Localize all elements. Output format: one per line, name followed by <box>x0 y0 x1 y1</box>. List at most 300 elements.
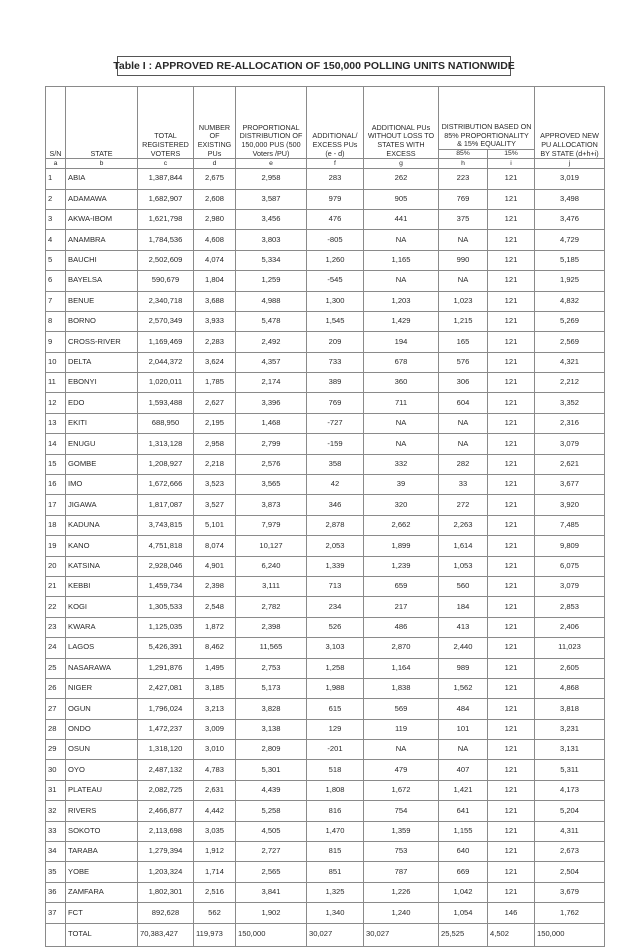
cell-existing-pus: 3,185 <box>194 678 236 698</box>
cell-existing-pus: 1,912 <box>194 842 236 862</box>
cell-85: 306 <box>439 373 488 393</box>
cell-additional-excess: 1,545 <box>307 311 364 331</box>
cell-voters: 1,291,876 <box>138 658 194 678</box>
cell-additional-excess: 713 <box>307 576 364 596</box>
cell-15: 121 <box>488 719 535 739</box>
cell-state: ENUGU <box>66 434 138 454</box>
cell-approved: 6,075 <box>535 556 605 576</box>
cell-voters: 2,082,725 <box>138 780 194 800</box>
cell-approved: 3,231 <box>535 719 605 739</box>
total-label: TOTAL <box>66 923 138 946</box>
cell-proportional: 3,803 <box>236 230 307 250</box>
cell-existing-pus: 4,783 <box>194 760 236 780</box>
cell-state: EKITI <box>66 413 138 433</box>
cell-approved: 3,818 <box>535 699 605 719</box>
table-header <box>46 87 605 169</box>
cell-sn: 30 <box>46 760 66 780</box>
cell-proportional: 2,958 <box>236 169 307 189</box>
cell-85: 33 <box>439 475 488 495</box>
cell-additional-excess: 209 <box>307 332 364 352</box>
cell-existing-pus: 2,218 <box>194 454 236 474</box>
letter-b: b <box>66 159 138 169</box>
cell-85: 2,440 <box>439 638 488 658</box>
cell-state: KANO <box>66 536 138 556</box>
cell-proportional: 2,727 <box>236 842 307 862</box>
cell-approved: 4,321 <box>535 352 605 372</box>
cell-voters: 2,570,349 <box>138 311 194 331</box>
cell-15: 121 <box>488 434 535 454</box>
cell-85: 413 <box>439 617 488 637</box>
cell-additional-excess: 518 <box>307 760 364 780</box>
cell-approved: 5,269 <box>535 311 605 331</box>
cell-voters: 1,802,301 <box>138 882 194 902</box>
cell-85: 1,215 <box>439 311 488 331</box>
cell-approved: 5,311 <box>535 760 605 780</box>
total-pus: 119,973 <box>194 923 236 946</box>
cell-sn: 31 <box>46 780 66 800</box>
table-row <box>46 495 605 515</box>
cell-existing-pus: 1,872 <box>194 617 236 637</box>
table-row <box>46 373 605 393</box>
letter-a: a <box>46 159 66 169</box>
cell-15: 121 <box>488 393 535 413</box>
cell-sn: 11 <box>46 373 66 393</box>
cell-approved: 2,569 <box>535 332 605 352</box>
cell-sn: 27 <box>46 699 66 719</box>
cell-proportional: 11,565 <box>236 638 307 658</box>
cell-state: AKWA-IBOM <box>66 209 138 229</box>
cell-voters: 1,593,488 <box>138 393 194 413</box>
cell-proportional: 2,174 <box>236 373 307 393</box>
cell-sn: 32 <box>46 801 66 821</box>
cell-voters: 1,279,394 <box>138 842 194 862</box>
cell-sn: 8 <box>46 311 66 331</box>
cell-proportional: 3,111 <box>236 576 307 596</box>
cell-voters: 5,426,391 <box>138 638 194 658</box>
cell-existing-pus: 4,442 <box>194 801 236 821</box>
cell-approved: 3,677 <box>535 475 605 495</box>
table-row <box>46 658 605 678</box>
cell-proportional: 7,979 <box>236 515 307 535</box>
cell-sn: 14 <box>46 434 66 454</box>
cell-85: 484 <box>439 699 488 719</box>
cell-voters: 1,817,087 <box>138 495 194 515</box>
table-row <box>46 597 605 617</box>
cell-proportional: 2,782 <box>236 597 307 617</box>
cell-sn: 29 <box>46 740 66 760</box>
cell-state: ABIA <box>66 169 138 189</box>
cell-85: 989 <box>439 658 488 678</box>
cell-approved: 4,832 <box>535 291 605 311</box>
cell-approved: 1,762 <box>535 903 605 923</box>
total-voters: 70,383,427 <box>138 923 194 946</box>
cell-sn: 12 <box>46 393 66 413</box>
cell-state: ONDO <box>66 719 138 739</box>
cell-85: 1,614 <box>439 536 488 556</box>
cell-additional-excess: 346 <box>307 495 364 515</box>
cell-proportional: 2,398 <box>236 617 307 637</box>
cell-state: RIVERS <box>66 801 138 821</box>
cell-85: 1,054 <box>439 903 488 923</box>
cell-85: 1,421 <box>439 780 488 800</box>
cell-state: ZAMFARA <box>66 882 138 902</box>
cell-sn: 7 <box>46 291 66 311</box>
cell-additional-excess: 1,470 <box>307 821 364 841</box>
cell-proportional: 6,240 <box>236 556 307 576</box>
cell-state: KWARA <box>66 617 138 637</box>
cell-approved: 4,311 <box>535 821 605 841</box>
table-row <box>46 515 605 535</box>
cell-voters: 1,020,011 <box>138 373 194 393</box>
table-row <box>46 821 605 841</box>
cell-state: DELTA <box>66 352 138 372</box>
cell-additional-pus: 2,662 <box>364 515 439 535</box>
cell-85: 669 <box>439 862 488 882</box>
cell-additional-pus: 569 <box>364 699 439 719</box>
cell-approved: 9,809 <box>535 536 605 556</box>
cell-existing-pus: 2,283 <box>194 332 236 352</box>
cell-additional-pus: 1,203 <box>364 291 439 311</box>
cell-approved: 3,679 <box>535 882 605 902</box>
header-additional-pus: ADDITIONAL PUs WITHOUT LOSS TO STATES WITH EXCESS <box>364 87 439 159</box>
table-row <box>46 617 605 637</box>
cell-state: BAYELSA <box>66 271 138 291</box>
cell-additional-pus: 1,240 <box>364 903 439 923</box>
table-row <box>46 862 605 882</box>
cell-15: 121 <box>488 413 535 433</box>
cell-sn: 6 <box>46 271 66 291</box>
cell-existing-pus: 2,631 <box>194 780 236 800</box>
cell-sn: 10 <box>46 352 66 372</box>
cell-approved: 3,476 <box>535 209 605 229</box>
cell-additional-excess: 283 <box>307 169 364 189</box>
cell-sn: 5 <box>46 250 66 270</box>
cell-sn: 1 <box>46 169 66 189</box>
cell-additional-pus: 659 <box>364 576 439 596</box>
cell-approved: 3,920 <box>535 495 605 515</box>
cell-state: EDO <box>66 393 138 413</box>
cell-additional-pus: 39 <box>364 475 439 495</box>
cell-approved: 2,605 <box>535 658 605 678</box>
cell-85: 101 <box>439 719 488 739</box>
cell-additional-pus: 320 <box>364 495 439 515</box>
cell-additional-pus: 332 <box>364 454 439 474</box>
cell-voters: 1,313,128 <box>138 434 194 454</box>
cell-state: BAUCHI <box>66 250 138 270</box>
cell-state: KEBBI <box>66 576 138 596</box>
cell-85: 184 <box>439 597 488 617</box>
cell-additional-pus: 119 <box>364 719 439 739</box>
table-row <box>46 740 605 760</box>
cell-proportional: 4,357 <box>236 352 307 372</box>
cell-proportional: 3,138 <box>236 719 307 739</box>
cell-proportional: 3,587 <box>236 189 307 209</box>
cell-15: 121 <box>488 882 535 902</box>
cell-existing-pus: 2,195 <box>194 413 236 433</box>
cell-proportional: 3,828 <box>236 699 307 719</box>
header-voters: TOTAL REGISTERED VOTERS <box>138 87 194 159</box>
table-row <box>46 311 605 331</box>
cell-proportional: 3,841 <box>236 882 307 902</box>
cell-state: JIGAWA <box>66 495 138 515</box>
cell-15: 121 <box>488 454 535 474</box>
cell-approved: 4,173 <box>535 780 605 800</box>
cell-approved: 4,729 <box>535 230 605 250</box>
cell-existing-pus: 3,527 <box>194 495 236 515</box>
total-p85: 25,525 <box>439 923 488 946</box>
cell-voters: 1,459,734 <box>138 576 194 596</box>
cell-approved: 3,498 <box>535 189 605 209</box>
cell-sn: 28 <box>46 719 66 739</box>
cell-15: 121 <box>488 515 535 535</box>
cell-sn: 18 <box>46 515 66 535</box>
cell-sn: 26 <box>46 678 66 698</box>
total-prop: 150,000 <box>236 923 307 946</box>
cell-sn: 4 <box>46 230 66 250</box>
cell-85: 641 <box>439 801 488 821</box>
cell-voters: 1,621,798 <box>138 209 194 229</box>
table-row <box>46 760 605 780</box>
cell-approved: 4,868 <box>535 678 605 698</box>
table-row <box>46 209 605 229</box>
cell-additional-excess: 1,340 <box>307 903 364 923</box>
cell-additional-excess: 1,808 <box>307 780 364 800</box>
cell-15: 121 <box>488 495 535 515</box>
cell-additional-pus: 194 <box>364 332 439 352</box>
cell-sn: 22 <box>46 597 66 617</box>
cell-additional-excess: 851 <box>307 862 364 882</box>
cell-additional-pus: 1,672 <box>364 780 439 800</box>
cell-existing-pus: 2,516 <box>194 882 236 902</box>
cell-voters: 1,784,536 <box>138 230 194 250</box>
cell-15: 121 <box>488 658 535 678</box>
cell-15: 121 <box>488 740 535 760</box>
cell-15: 146 <box>488 903 535 923</box>
cell-proportional: 3,456 <box>236 209 307 229</box>
cell-additional-pus: 1,226 <box>364 882 439 902</box>
cell-additional-pus: NA <box>364 230 439 250</box>
cell-additional-excess: 1,339 <box>307 556 364 576</box>
table-body <box>46 169 605 923</box>
cell-additional-excess: 234 <box>307 597 364 617</box>
cell-existing-pus: 2,608 <box>194 189 236 209</box>
cell-additional-pus: 479 <box>364 760 439 780</box>
cell-85: 1,562 <box>439 678 488 698</box>
cell-approved: 3,352 <box>535 393 605 413</box>
cell-proportional: 1,259 <box>236 271 307 291</box>
cell-85: NA <box>439 271 488 291</box>
cell-85: 640 <box>439 842 488 862</box>
cell-approved: 3,079 <box>535 576 605 596</box>
cell-sn: 13 <box>46 413 66 433</box>
cell-additional-pus: 905 <box>364 189 439 209</box>
cell-state: FCT <box>66 903 138 923</box>
cell-approved: 3,079 <box>535 434 605 454</box>
cell-85: NA <box>439 413 488 433</box>
cell-state: OGUN <box>66 699 138 719</box>
cell-voters: 590,679 <box>138 271 194 291</box>
letter-g: g <box>364 159 439 169</box>
cell-additional-pus: 1,239 <box>364 556 439 576</box>
cell-existing-pus: 1,714 <box>194 862 236 882</box>
cell-15: 121 <box>488 169 535 189</box>
cell-voters: 2,044,372 <box>138 352 194 372</box>
cell-sn: 36 <box>46 882 66 902</box>
cell-state: KOGI <box>66 597 138 617</box>
cell-additional-pus: 678 <box>364 352 439 372</box>
cell-additional-pus: 2,870 <box>364 638 439 658</box>
cell-additional-pus: 360 <box>364 373 439 393</box>
cell-state: YOBE <box>66 862 138 882</box>
table-row <box>46 556 605 576</box>
cell-state: BORNO <box>66 311 138 331</box>
cell-additional-pus: NA <box>364 271 439 291</box>
cell-sn: 35 <box>46 862 66 882</box>
letter-h: h <box>439 159 488 169</box>
cell-additional-pus: 441 <box>364 209 439 229</box>
cell-additional-excess: 476 <box>307 209 364 229</box>
cell-additional-excess: -727 <box>307 413 364 433</box>
cell-sn: 33 <box>46 821 66 841</box>
cell-additional-pus: 217 <box>364 597 439 617</box>
cell-sn: 15 <box>46 454 66 474</box>
cell-voters: 3,743,815 <box>138 515 194 535</box>
cell-voters: 1,472,237 <box>138 719 194 739</box>
cell-approved: 2,853 <box>535 597 605 617</box>
cell-85: NA <box>439 740 488 760</box>
cell-proportional: 3,396 <box>236 393 307 413</box>
cell-approved: 5,204 <box>535 801 605 821</box>
cell-existing-pus: 5,101 <box>194 515 236 535</box>
cell-additional-excess: 733 <box>307 352 364 372</box>
cell-sn: 20 <box>46 556 66 576</box>
cell-additional-excess: 358 <box>307 454 364 474</box>
cell-proportional: 5,173 <box>236 678 307 698</box>
letter-f: f <box>307 159 364 169</box>
cell-existing-pus: 2,548 <box>194 597 236 617</box>
cell-15: 121 <box>488 780 535 800</box>
cell-15: 121 <box>488 556 535 576</box>
cell-additional-pus: 1,164 <box>364 658 439 678</box>
cell-state: EBONYI <box>66 373 138 393</box>
table-row <box>46 352 605 372</box>
cell-existing-pus: 2,675 <box>194 169 236 189</box>
header-existing-pus: NUMBER OF EXISTING PUs <box>194 87 236 159</box>
cell-15: 121 <box>488 332 535 352</box>
header-additional-excess: ADDITIONAL/ EXCESS PUs (e - d) <box>307 87 364 159</box>
cell-proportional: 3,873 <box>236 495 307 515</box>
header-15: 15% <box>488 150 535 159</box>
cell-existing-pus: 3,624 <box>194 352 236 372</box>
cell-voters: 2,427,081 <box>138 678 194 698</box>
cell-state: ANAMBRA <box>66 230 138 250</box>
cell-additional-excess: 1,258 <box>307 658 364 678</box>
cell-additional-pus: 753 <box>364 842 439 862</box>
cell-existing-pus: 3,933 <box>194 311 236 331</box>
cell-voters: 2,113,698 <box>138 821 194 841</box>
cell-85: 223 <box>439 169 488 189</box>
cell-sn: 3 <box>46 209 66 229</box>
cell-additional-excess: 2,878 <box>307 515 364 535</box>
table-row <box>46 475 605 495</box>
letter-i: i <box>488 159 535 169</box>
cell-voters: 1,682,907 <box>138 189 194 209</box>
cell-additional-pus: 262 <box>364 169 439 189</box>
cell-approved: 2,504 <box>535 862 605 882</box>
total-addexc: 30,027 <box>307 923 364 946</box>
cell-15: 121 <box>488 617 535 637</box>
cell-85: 407 <box>439 760 488 780</box>
table-title: Table I : APPROVED RE-ALLOCATION OF 150,000 POLLING UNITS NATIONWIDE <box>117 56 511 76</box>
cell-existing-pus: 3,010 <box>194 740 236 760</box>
cell-15: 121 <box>488 699 535 719</box>
cell-approved: 3,019 <box>535 169 605 189</box>
cell-state: BENUE <box>66 291 138 311</box>
cell-proportional: 2,492 <box>236 332 307 352</box>
cell-existing-pus: 3,035 <box>194 821 236 841</box>
cell-voters: 2,928,046 <box>138 556 194 576</box>
cell-85: 1,042 <box>439 882 488 902</box>
cell-additional-excess: -159 <box>307 434 364 454</box>
table-row <box>46 291 605 311</box>
cell-15: 121 <box>488 536 535 556</box>
cell-voters: 1,318,120 <box>138 740 194 760</box>
cell-existing-pus: 4,608 <box>194 230 236 250</box>
cell-voters: 1,169,469 <box>138 332 194 352</box>
cell-additional-excess: 615 <box>307 699 364 719</box>
cell-proportional: 1,902 <box>236 903 307 923</box>
table-row <box>46 699 605 719</box>
total-p15: 4,502 <box>488 923 535 946</box>
total-approved: 150,000 <box>535 923 605 946</box>
cell-additional-excess: 769 <box>307 393 364 413</box>
cell-additional-pus: NA <box>364 413 439 433</box>
cell-85: 769 <box>439 189 488 209</box>
cell-state: OYO <box>66 760 138 780</box>
cell-voters: 1,125,035 <box>138 617 194 637</box>
cell-additional-pus: 1,899 <box>364 536 439 556</box>
cell-existing-pus: 1,785 <box>194 373 236 393</box>
table-row <box>46 189 605 209</box>
cell-15: 121 <box>488 189 535 209</box>
table-row <box>46 250 605 270</box>
cell-voters: 2,340,718 <box>138 291 194 311</box>
cell-proportional: 4,988 <box>236 291 307 311</box>
cell-sn: 16 <box>46 475 66 495</box>
cell-15: 121 <box>488 842 535 862</box>
cell-proportional: 5,258 <box>236 801 307 821</box>
cell-state: PLATEAU <box>66 780 138 800</box>
table-row <box>46 801 605 821</box>
cell-voters: 1,796,024 <box>138 699 194 719</box>
cell-additional-excess: 979 <box>307 189 364 209</box>
header-distribution: DISTRIBUTION BASED ON 85% PROPORTIONALITY & 15% EQUALITY <box>439 87 535 150</box>
cell-approved: 1,925 <box>535 271 605 291</box>
total-addpu: 30,027 <box>364 923 439 946</box>
cell-proportional: 5,334 <box>236 250 307 270</box>
cell-existing-pus: 8,462 <box>194 638 236 658</box>
cell-state: NASARAWA <box>66 658 138 678</box>
cell-additional-excess: 1,988 <box>307 678 364 698</box>
letter-e: e <box>236 159 307 169</box>
cell-additional-pus: NA <box>364 740 439 760</box>
cell-15: 121 <box>488 597 535 617</box>
cell-approved: 11,023 <box>535 638 605 658</box>
cell-approved: 2,316 <box>535 413 605 433</box>
cell-sn: 17 <box>46 495 66 515</box>
cell-additional-excess: -201 <box>307 740 364 760</box>
cell-existing-pus: 2,980 <box>194 209 236 229</box>
